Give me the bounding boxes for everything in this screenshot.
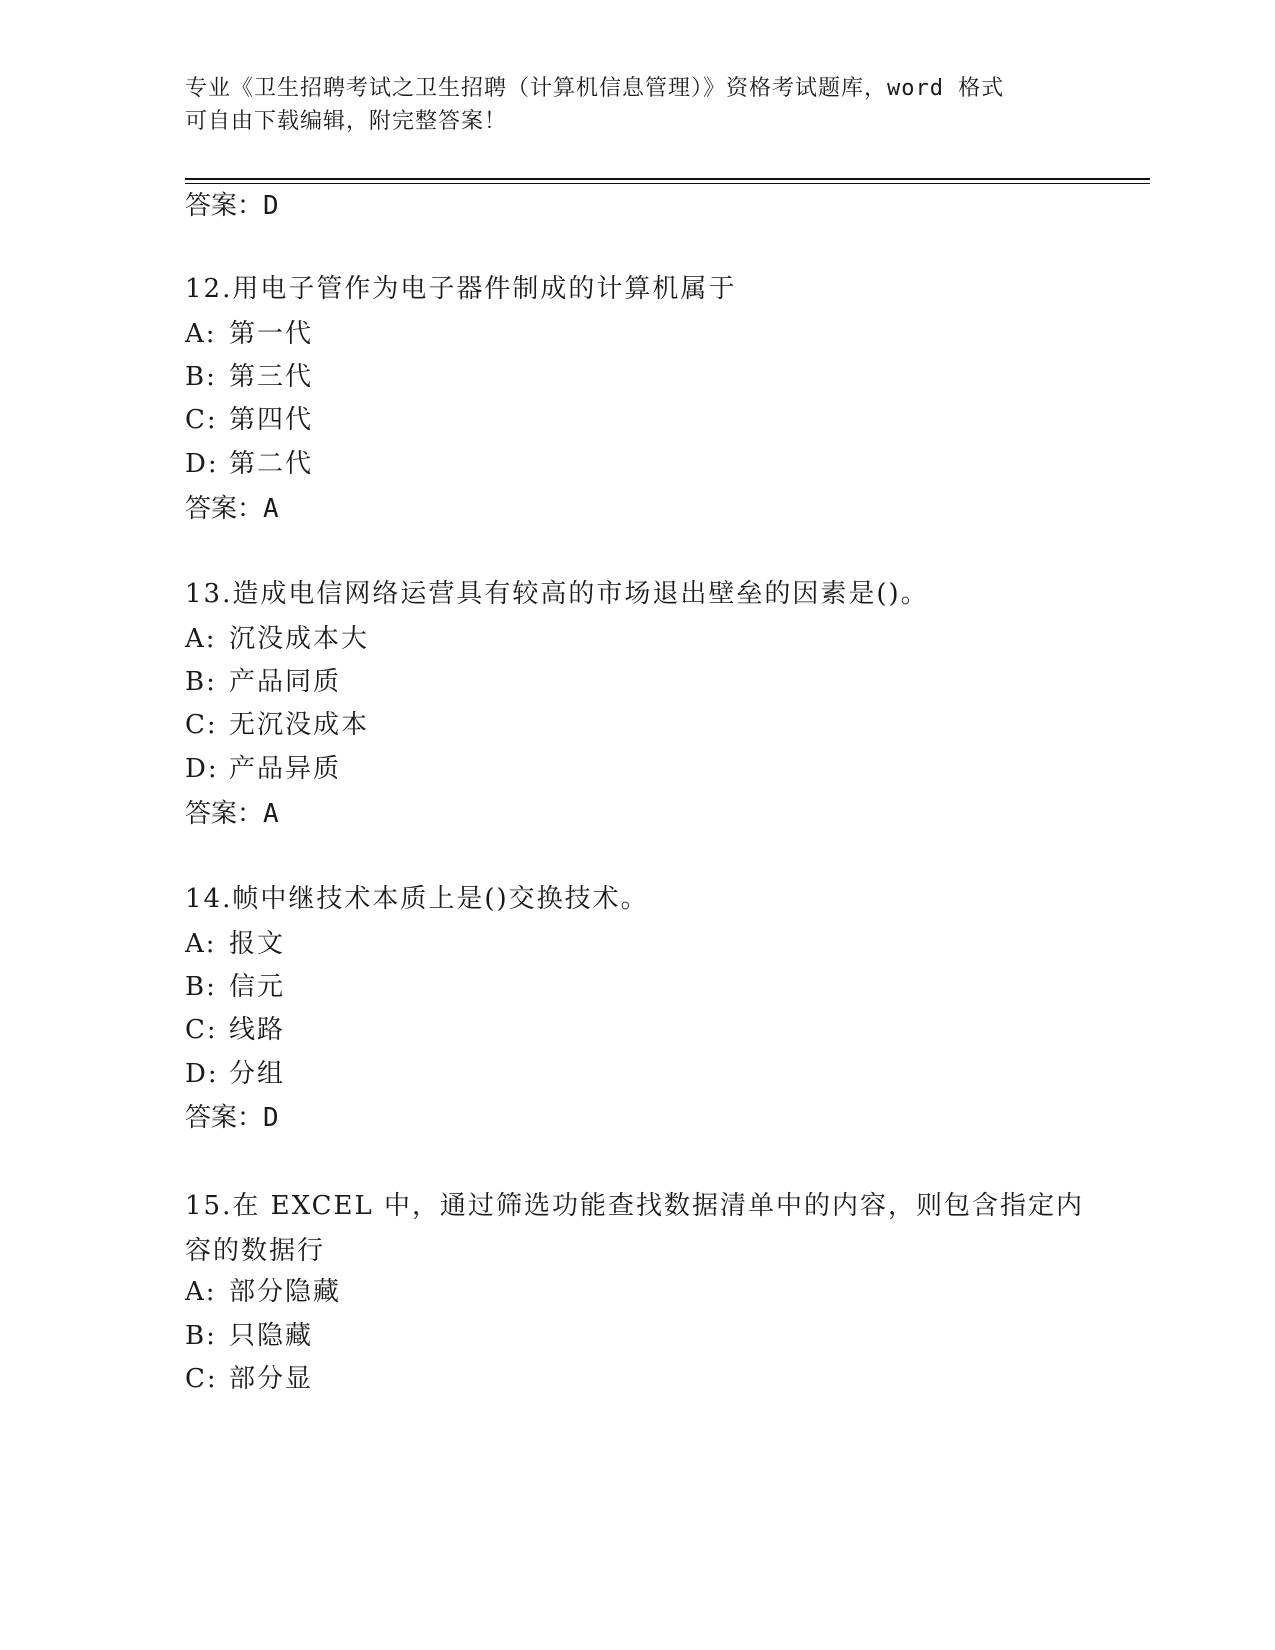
- header-line-1: 专业《卫生招聘考试之卫生招聘（计算机信息管理）》资格考试题库，word 格式: [185, 76, 1005, 101]
- option-text: 沉没成本大: [229, 624, 370, 654]
- option-text: 部分显: [229, 1364, 314, 1394]
- question-15-stem-line-2: 容的数据行: [185, 1236, 326, 1266]
- question-14-stem: 14.帧中继技术本质上是()交换技术。: [185, 884, 649, 914]
- option-text: 信元: [229, 972, 286, 1002]
- question-14-option-a: [185, 928, 285, 960]
- answer-line-11: 答案：D: [185, 191, 279, 221]
- option-text: 产品同质: [229, 667, 342, 697]
- question-15-option-c: [185, 1363, 313, 1395]
- option-letter: D:: [185, 754, 219, 784]
- option-letter: B:: [185, 667, 217, 697]
- option-letter: D:: [185, 449, 219, 479]
- question-14-answer: 答案：D: [185, 1103, 279, 1133]
- option-text: 第一代: [229, 319, 314, 349]
- option-text: 部分隐藏: [229, 1277, 342, 1307]
- option-letter: C:: [185, 710, 218, 740]
- option-letter: C:: [185, 1364, 218, 1394]
- question-15-stem-line-1: 15.在 EXCEL 中，通过筛选功能查找数据清单中的内容，则包含指定内: [185, 1191, 1085, 1221]
- question-12-stem: 12.用电子管作为电子器件制成的计算机属于: [185, 274, 737, 304]
- question-14-option-c: [185, 1014, 285, 1046]
- question-13-stem: 13.造成电信网络运营具有较高的市场退出壁垒的因素是()。: [185, 579, 929, 609]
- question-13-option-b: [185, 666, 341, 698]
- question-14-option-b: [185, 971, 285, 1003]
- question-13-option-a: [185, 623, 369, 655]
- option-letter: A:: [185, 1277, 217, 1307]
- question-12-option-a: [185, 318, 313, 350]
- option-letter: D:: [185, 1059, 219, 1089]
- question-14-option-d: [185, 1058, 285, 1090]
- question-15-stem: [185, 1184, 1085, 1274]
- option-text: 线路: [229, 1015, 286, 1045]
- header-divider-thin: [185, 183, 1150, 184]
- option-text: 第三代: [229, 362, 314, 392]
- option-letter: A:: [185, 319, 217, 349]
- option-letter: B:: [185, 1321, 217, 1351]
- option-text: 无沉没成本: [229, 710, 370, 740]
- option-letter: C:: [185, 405, 218, 435]
- option-letter: A:: [185, 624, 217, 654]
- option-text: 分组: [229, 1059, 286, 1089]
- header-line-2: 可自由下载编辑，附完整答案！: [185, 109, 508, 134]
- option-letter: C:: [185, 1015, 218, 1045]
- option-text: 产品异质: [229, 754, 342, 784]
- header-divider-thick: [185, 178, 1150, 180]
- question-12-answer: 答案：A: [185, 494, 279, 524]
- question-13-answer: 答案：A: [185, 799, 279, 829]
- document-header: [185, 72, 1085, 138]
- option-letter: A:: [185, 929, 217, 959]
- question-13-option-c: [185, 709, 369, 741]
- question-12-option-b: [185, 361, 313, 393]
- question-13-option-d: [185, 753, 341, 785]
- option-text: 第四代: [229, 405, 314, 435]
- option-letter: B:: [185, 362, 217, 392]
- option-text: 报文: [229, 929, 286, 959]
- option-letter: B:: [185, 972, 217, 1002]
- option-text: 第二代: [229, 449, 314, 479]
- option-text: 只隐藏: [229, 1321, 314, 1351]
- question-12-option-c: [185, 404, 313, 436]
- question-15-option-a: [185, 1276, 341, 1308]
- question-12-option-d: [185, 448, 313, 480]
- question-15-option-b: [185, 1320, 313, 1352]
